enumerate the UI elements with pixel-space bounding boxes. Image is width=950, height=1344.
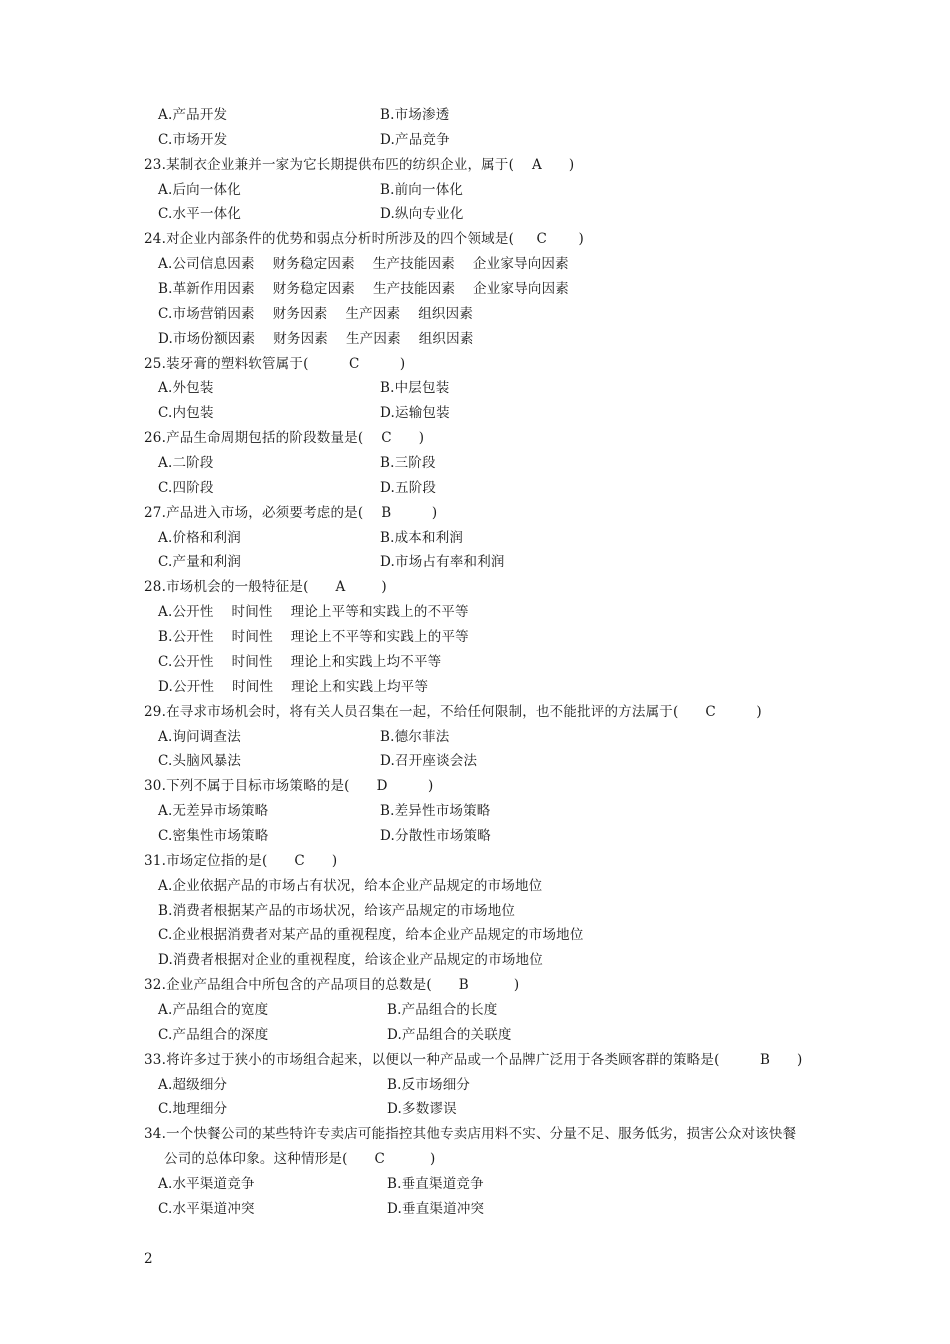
option-text: B.前向一体化 [380, 182, 464, 198]
option-text: A.询问调查法 [158, 729, 241, 745]
option-text: C.头脑风暴法 [158, 753, 242, 769]
question-text: 32.企业产品组合中所包含的产品项目的总数是( B ) [144, 977, 520, 993]
question-text: 34.一个快餐公司的某些特许专卖店可能指控其他专卖店用料不实、分量不足、服务低劣，损害公众对该快餐 [144, 1126, 797, 1142]
option-text: D.消费者根据对企业的重视程度，给该企业产品规定的市场地位 [158, 952, 543, 968]
question-text: 23.某制衣企业兼并一家为它长期提供布匹的纺织企业，属于( A ) [144, 157, 575, 173]
option-text: D.多数谬误 [387, 1101, 457, 1117]
option-text: B.反市场细分 [387, 1077, 471, 1093]
option-text: D.召开座谈会法 [380, 753, 478, 769]
option-text: D.市场份额因素 财务因素 生产因素 组织因素 [158, 331, 474, 347]
option-text: B.垂直渠道竞争 [387, 1176, 484, 1192]
option-text: D.垂直渠道冲突 [387, 1201, 485, 1217]
option-text: B.市场渗透 [380, 107, 450, 123]
option-text: C.地理细分 [158, 1101, 228, 1117]
option-text: A.外包装 [158, 380, 214, 396]
option-text: C.四阶段 [158, 480, 214, 496]
option-text: A.水平渠道竞争 [158, 1176, 255, 1192]
option-text: D.产品组合的关联度 [387, 1027, 512, 1043]
option-text: D.市场占有率和利润 [380, 554, 505, 570]
option-text: D.运输包装 [380, 405, 450, 421]
option-text: A.后向一体化 [158, 182, 241, 198]
question-text: 26.产品生命周期包括的阶段数量是( C ) [144, 430, 425, 446]
option-text: D.纵向专业化 [380, 206, 464, 222]
question-text: 25.装牙膏的塑料软管属于( C ) [144, 356, 406, 372]
option-text: C.水平渠道冲突 [158, 1201, 255, 1217]
option-text: B.德尔菲法 [380, 729, 450, 745]
option-text: B.中层包装 [380, 380, 450, 396]
question-text: 29.在寻求市场机会时，将有关人员召集在一起，不给任何限制，也不能批评的方法属于( C ) [144, 704, 762, 720]
option-text: A.超级细分 [158, 1077, 228, 1093]
option-text: C.密集性市场策略 [158, 828, 269, 844]
option-text: A.价格和利润 [158, 530, 241, 546]
option-text: C.产品组合的深度 [158, 1027, 269, 1043]
option-text: A.二阶段 [158, 455, 214, 471]
question-text: 30.下列不属于目标市场策略的是( D ) [144, 778, 434, 794]
question-text: 31.市场定位指的是( C ) [144, 853, 338, 869]
option-text: A.公司信息因素 财务稳定因素 生产技能因素 企业家导向因素 [158, 256, 569, 272]
option-text: D.分散性市场策略 [380, 828, 491, 844]
question-text: 24.对企业内部条件的优势和弱点分析时所涉及的四个领域是( C ) [144, 231, 584, 247]
question-text: 27.产品进入市场，必须要考虑的是( B ) [144, 505, 438, 521]
option-text: D.产品竞争 [380, 132, 450, 148]
question-text: 33.将许多过于狭小的市场组合起来，以便以一种产品或一个品牌广泛用于各类顾客群的策略是( B ) [144, 1052, 803, 1068]
option-text: D.五阶段 [380, 480, 437, 496]
option-text: A.企业依据产品的市场占有状况，给本企业产品规定的市场地位 [158, 878, 543, 894]
option-text: B.消费者根据某产品的市场状况，给该产品规定的市场地位 [158, 903, 516, 919]
option-text: B.成本和利润 [380, 530, 464, 546]
option-text: C.企业根据消费者对某产品的重视程度，给本企业产品规定的市场地位 [158, 927, 584, 943]
option-text: C.内包装 [158, 405, 214, 421]
option-text: A.产品组合的宽度 [158, 1002, 269, 1018]
option-text: A.无差异市场策略 [158, 803, 269, 819]
option-text: C.产量和利润 [158, 554, 242, 570]
option-text: C.市场开发 [158, 132, 228, 148]
question-text-continued: 公司的总体印象。这种情形是( C ) [164, 1151, 436, 1167]
page-number: 2 [144, 1251, 153, 1267]
option-text: B.三阶段 [380, 455, 436, 471]
option-text: C.公开性 时间性 理论上和实践上均不平等 [158, 654, 442, 670]
option-text: C.水平一体化 [158, 206, 242, 222]
option-text: C.市场营销因素 财务因素 生产因素 组织因素 [158, 306, 474, 322]
option-text: B.差异性市场策略 [380, 803, 491, 819]
option-text: D.公开性 时间性 理论上和实践上均平等 [158, 679, 429, 695]
option-text: B.革新作用因素 财务稳定因素 生产技能因素 企业家导向因素 [158, 281, 570, 297]
question-text: 28.市场机会的一般特征是( A ) [144, 579, 387, 595]
option-text: A.产品开发 [158, 107, 228, 123]
option-text: B.产品组合的长度 [387, 1002, 498, 1018]
option-text: A.公开性 时间性 理论上平等和实践上的不平等 [158, 604, 469, 620]
option-text: B.公开性 时间性 理论上不平等和实践上的平等 [158, 629, 469, 645]
